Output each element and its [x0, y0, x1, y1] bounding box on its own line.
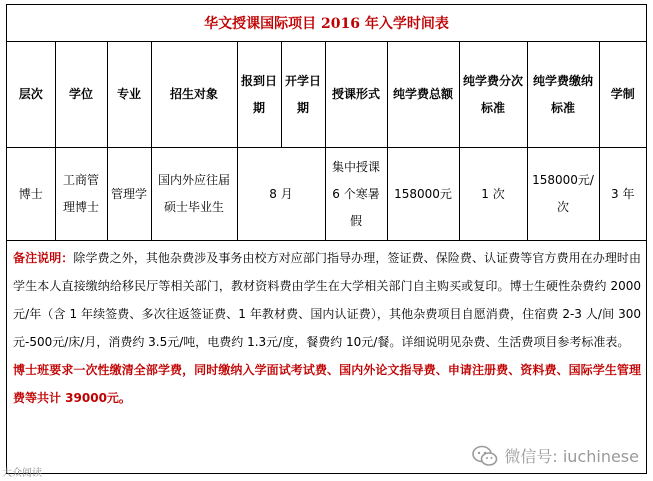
schedule-table	[7, 42, 646, 241]
remarks-body: 除学费之外，其他杂费涉及事务由校方对应部门指导办理，签证费、保险费、认证费等官方费用在办理时由学生本人直接缴纳给移民厅等相关部门，教材资料费由学生在大学相关部门自主购买或复印。博士生硬性杂费约 2000元/年（含 1 年续签费、多次往返签证费、1 年教材费、国内认证费），其他杂费项目自愿消费，住宿费 2-3 人/间 300元-500元/床/月，消费约 3.5元/吨，电费约 1.3元/度，餐费约 10元/餐。详细说明见杂费、生活费项目参考标准表。	[13, 251, 641, 349]
wechat-icon	[472, 445, 498, 467]
header-row	[7, 42, 646, 148]
header-cell: 招生对象	[151, 42, 237, 148]
header-cell: 纯学费分次标准	[459, 42, 527, 148]
remarks-requirement: 博士班要求一次性缴清全部学费，同时缴纳入学面试考试费、国内外论文指导费、申请注册费、资料费、国际学生管理费等共计 39000元。	[13, 363, 641, 405]
header-cell: 专业	[107, 42, 151, 148]
remarks-lead: 备注说明：	[13, 251, 74, 265]
cell-date: 8 月	[237, 148, 325, 241]
cell-duration: 3 年	[599, 148, 646, 241]
cell-installments: 1 次	[459, 148, 527, 241]
cell-total: 158000元	[387, 148, 459, 241]
header-cell: 授课形式	[325, 42, 387, 148]
cell-level: 博士	[7, 148, 55, 241]
header-cell: 纯学费缴纳标准	[527, 42, 599, 148]
cell-degree: 工商管理博士	[55, 148, 107, 241]
table-title: 华文授课国际项目 2016 年入学时间表	[7, 5, 646, 42]
table-row	[7, 148, 646, 241]
header-cell: 开学日期	[281, 42, 325, 148]
cell-target: 国内外应往届硕士毕业生	[151, 148, 237, 241]
header-cell: 学位	[55, 42, 107, 148]
wechat-watermark	[472, 444, 639, 467]
header-cell: 报到日期	[237, 42, 281, 148]
header-cell: 学制	[599, 42, 646, 148]
header-cell: 层次	[7, 42, 55, 148]
cell-payment: 158000元/次	[527, 148, 599, 241]
watermark-text: 微信号: iuchinese	[504, 447, 639, 466]
header-cell: 纯学费总额	[387, 42, 459, 148]
schedule-sheet	[6, 4, 647, 474]
remarks	[13, 244, 641, 412]
corner-watermark: 大众阅读	[2, 468, 42, 479]
cell-mode: 集中授课 6 个寒暑假	[325, 148, 387, 241]
cell-major: 管理学	[107, 148, 151, 241]
